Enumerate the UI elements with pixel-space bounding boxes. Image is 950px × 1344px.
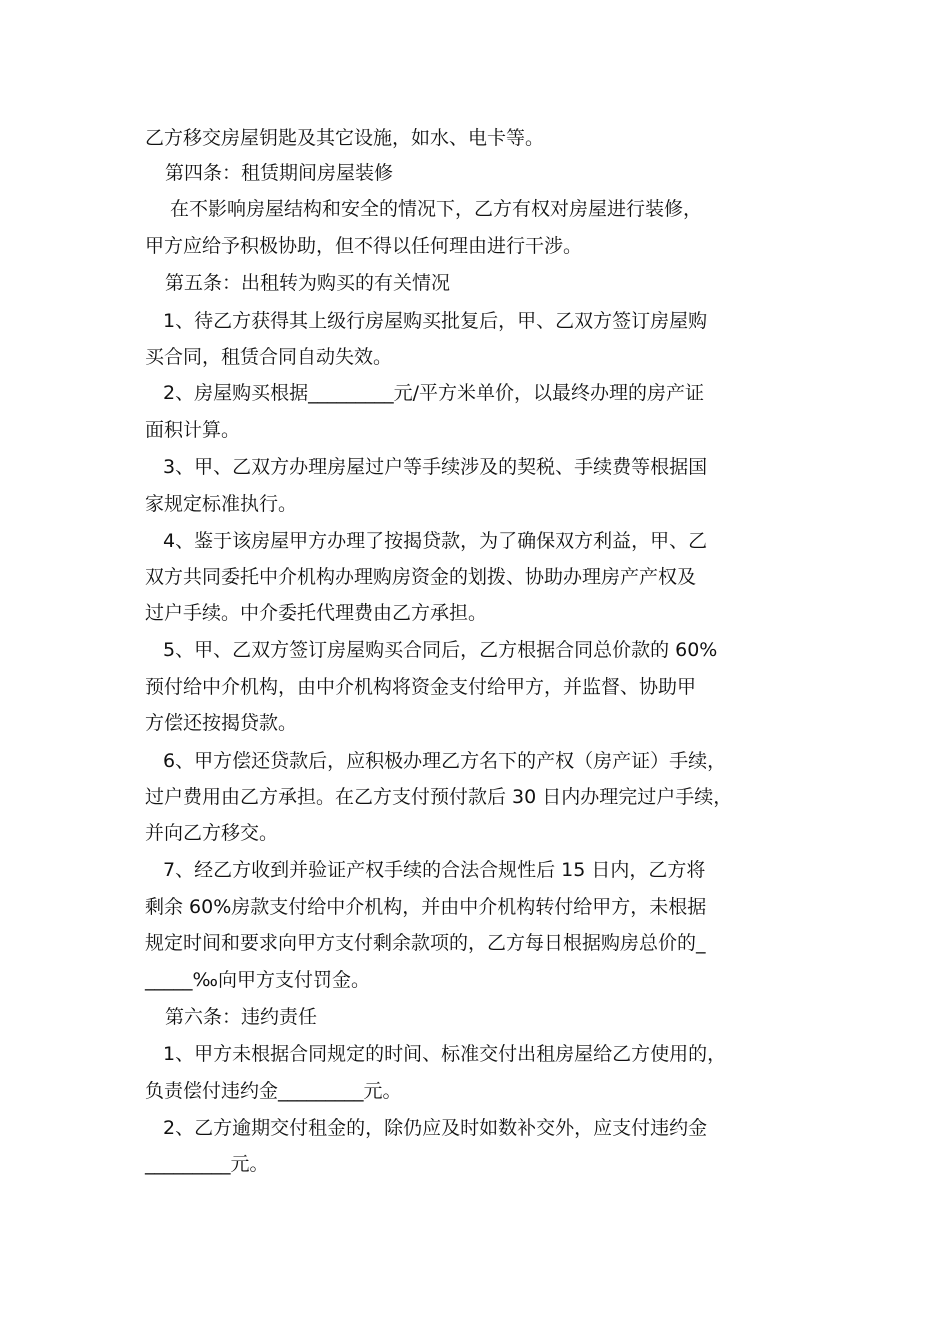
text-line: 面积计算。 [145,419,241,441]
text-line: 并向乙方移交。 [145,822,279,844]
text-line: 负责偿付违约金_________元。 [145,1080,402,1102]
text-line: 剩余 60%房款支付给中介机构，并由中介机构转付给甲方，未根据 [145,896,707,918]
text-line: 7、经乙方收到并验证产权手续的合法合规性后 15 日内，乙方将 [163,859,706,881]
section-heading: 第四条：租赁期间房屋装修 [165,162,394,184]
text-line: 规定时间和要求向甲方支付剩余款项的，乙方每日根据购房总价的_ [145,932,706,954]
text-line: 家规定标准执行。 [145,493,298,515]
text-line: 4、鉴于该房屋甲方办理了按揭贷款，为了确保双方利益，甲、乙 [163,530,708,552]
text-line: _________元。 [145,1153,269,1175]
text-line: 2、房屋购买根据_________元/平方米单价，以最终办理的房产证 [163,382,704,404]
text-line: 1、待乙方获得其上级行房屋购买批复后，甲、乙双方签订房屋购 [163,310,708,332]
text-line: 过户费用由乙方承担。在乙方支付预付款后 30 日内办理完过户手续， [145,786,733,808]
text-line: _____‰向甲方支付罚金。 [145,969,370,991]
section-heading: 第六条：违约责任 [165,1006,318,1028]
text-line: 双方共同委托中介机构办理购房资金的划拨、协助办理房产产权及 [145,566,697,588]
text-line: 3、甲、乙双方办理房屋过户等手续涉及的契税、手续费等根据国 [163,456,708,478]
text-line: 在不影响房屋结构和安全的情况下，乙方有权对房屋进行装修， [170,198,703,220]
text-line: 过户手续。中介委托代理费由乙方承担。 [145,602,488,624]
text-line: 1、甲方未根据合同规定的时间、标准交付出租房屋给乙方使用的， [163,1043,727,1065]
text-line: 甲方应给予积极协助，但不得以任何理由进行干涉。 [145,235,583,257]
section-heading: 第五条：出租转为购买的有关情况 [165,272,451,294]
text-line: 2、乙方逾期交付租金的，除仍应及时如数补交外，应支付违约金 [163,1117,708,1139]
text-line: 乙方移交房屋钥匙及其它设施，如水、电卡等。 [145,127,545,149]
text-line: 买合同，租赁合同自动失效。 [145,346,393,368]
text-line: 5、甲、乙双方签订房屋购买合同后，乙方根据合同总价款的 60% [163,639,718,661]
text-line: 预付给中介机构，由中介机构将资金支付给甲方，并监督、协助甲 [145,676,697,698]
text-line: 方偿还按揭贷款。 [145,712,298,734]
text-line: 6、甲方偿还贷款后，应积极办理乙方名下的产权（房产证）手续， [163,750,727,772]
